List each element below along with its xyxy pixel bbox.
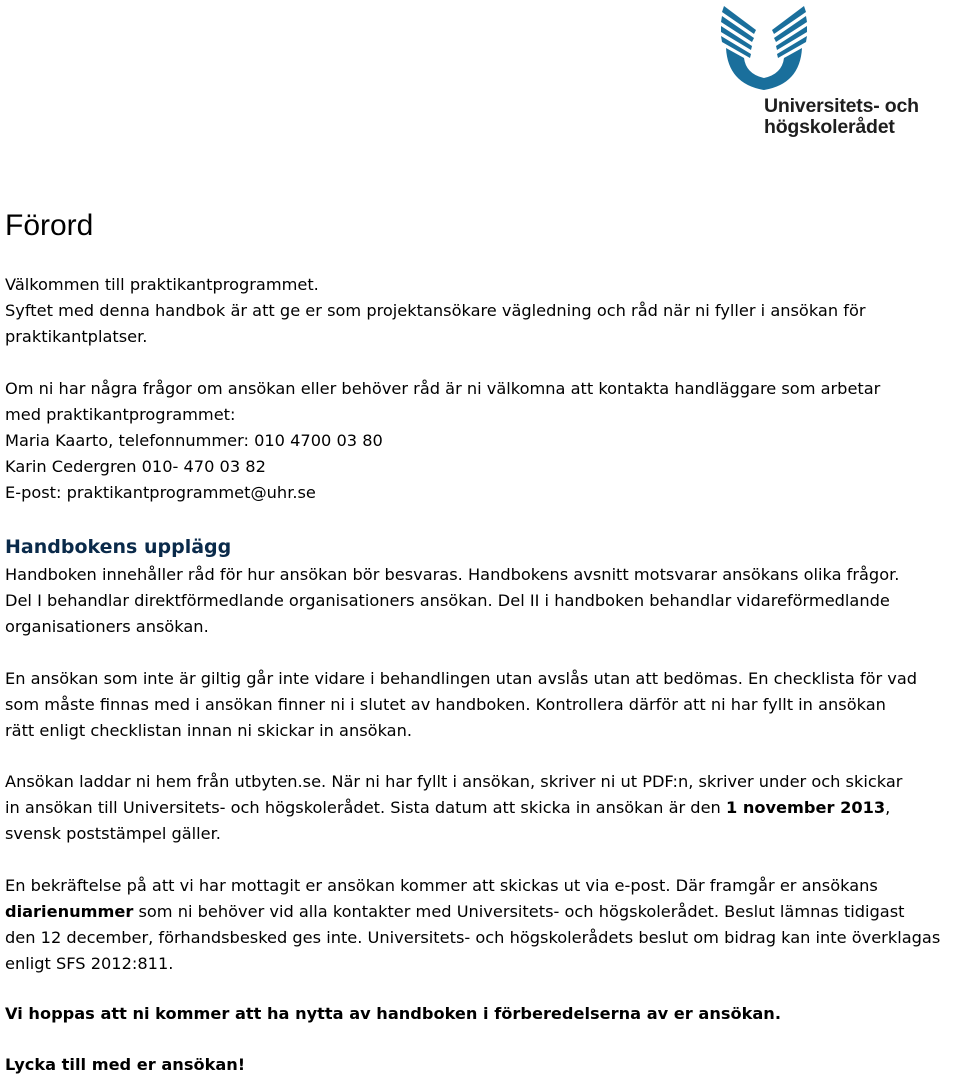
registration-number-term: diarienummer [5,902,134,921]
contact-line: Maria Kaarto, telefonnummer: 010 4700 03 80 [5,431,383,450]
confirmation-line: En bekräftelse på att vi har mottagit er ansökan kommer att skickas ut via e-post. Där framgår er ansökans [5,876,878,895]
confirmation-paragraph [5,873,940,977]
logo-base [726,48,802,90]
download-text: in ansökan till Universitets- och högskolerådet. Sista datum att skicka in ansökan är den [5,798,726,817]
intro-line: praktikantplatser. [5,327,148,346]
confirmation-line: enligt SFS 2012:811. [5,954,174,973]
contact-line: Om ni har några frågor om ansökan eller behöver råd är ni välkomna att kontakta handläggare som arbetar [5,379,881,398]
intro-paragraph [5,272,866,350]
validity-line: som måste finnas med i ansökan finner ni i slutet av handboken. Kontrollera därför att ni har fyllt in ansökan [5,695,886,714]
farewell-line: Lycka till med er ansökan! [5,1055,246,1074]
uhr-logo [718,4,948,144]
deadline-date: 1 november 2013 [725,798,886,817]
download-line: svensk poststämpel gäller. [5,824,221,843]
validity-line: En ansökan som inte är giltig går inte vidare i behandlingen utan avslås utan att bedömas. En checklista för vad [5,669,918,688]
confirmation-line [5,899,940,925]
contact-line: Karin Cedergren 010- 470 03 82 [5,457,266,476]
intro-line: Syftet med denna handbok är att ge er som projektansökare vägledning och råd när ni fyller i ansökan för [5,301,866,320]
download-line [5,795,902,821]
download-line: Ansökan laddar ni hem från utbyten.se. När ni har fyllt i ansökan, skriver ni ut PDF:n, skriver under och skickar [5,772,903,791]
logo-wordmark [764,96,919,138]
layout-line: Del I behandlar direktförmedlande organisationers ansökan. Del II i handboken behandlar vidareförmedlande [5,591,890,610]
closing-line: Vi hoppas att ni kommer att ha nytta av handboken i förberedelserna av er ansökan. [5,1004,781,1023]
logo-line-2: högskolerådet [764,116,895,138]
contact-paragraph [5,376,880,506]
layout-line: organisationers ansökan. [5,617,209,636]
layout-paragraph [5,562,899,640]
contact-email-line: E-post: praktikantprogrammet@uhr.se [5,483,316,502]
farewell-paragraph [5,1052,245,1078]
validity-line: rätt enligt checklistan innan ni skickar in ansökan. [5,721,412,740]
validity-paragraph [5,666,917,744]
logo-line-1: Universitets- och [764,95,919,117]
contact-line: med praktikantprogrammet: [5,405,236,424]
intro-line: Välkommen till praktikantprogrammet. [5,275,319,294]
section-heading: Handbokens upplägg [5,536,232,558]
confirmation-text: som ni behöver vid alla kontakter med Universitets- och högskolerådet. Beslut lämnas tidigast [133,902,905,921]
confirmation-line: den 12 december, förhandsbesked ges inte. Universitets- och högskolerådets beslut om bidrag kan inte överklagas [5,928,941,947]
uhr-logo-icon [718,4,810,96]
page-title: Förord [5,209,94,242]
download-text: , [885,798,891,817]
layout-line: Handboken innehåller råd för hur ansökan bör besvaras. Handbokens avsnitt motsvarar ansökans olika frågor. [5,565,900,584]
closing-paragraph [5,1001,781,1027]
download-paragraph [5,769,902,847]
